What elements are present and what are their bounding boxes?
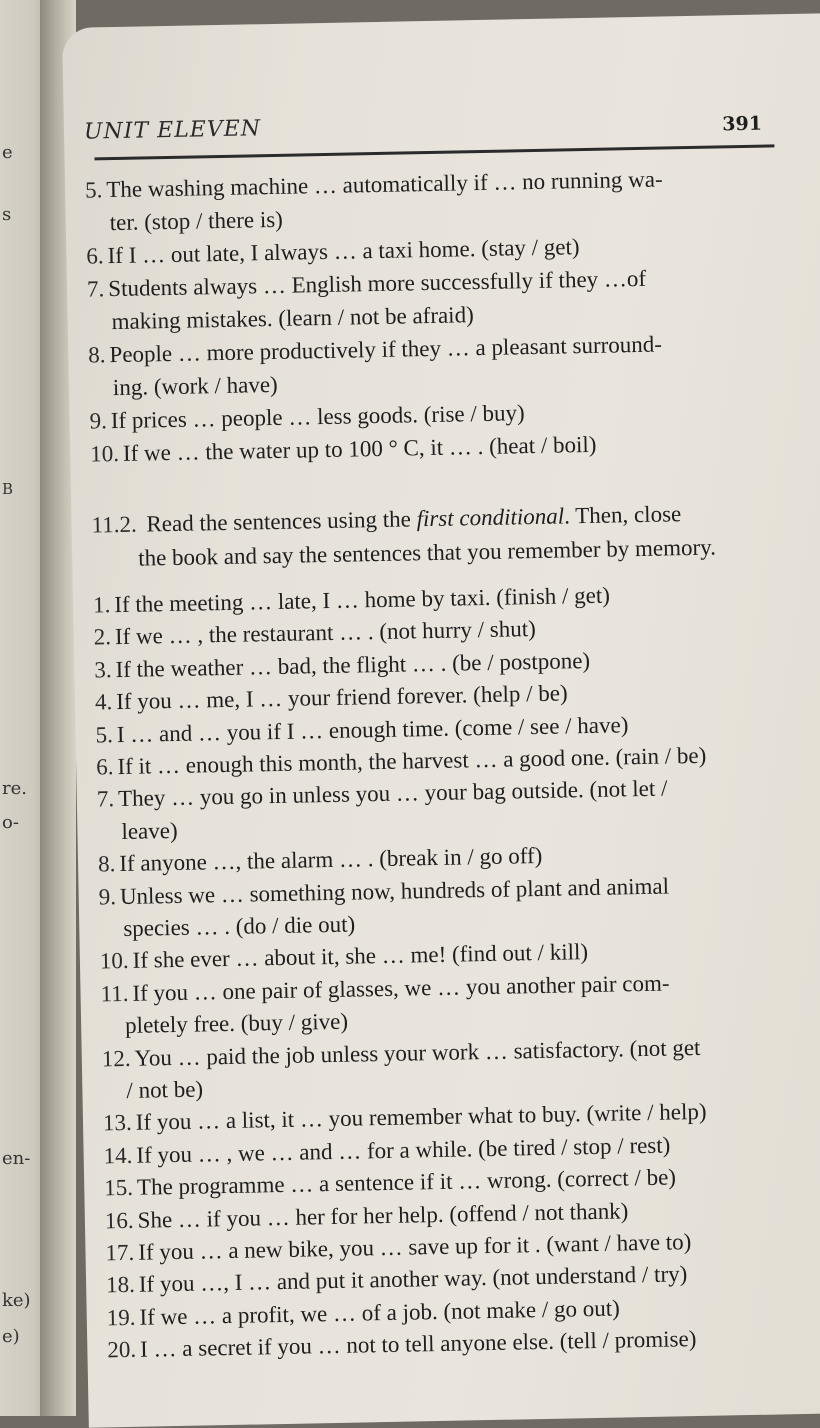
exercise-line — [96, 743, 707, 781]
item-text: Unless we … something now, hundreds of plant and animal — [119, 873, 670, 909]
exercise-line — [103, 1132, 670, 1169]
item-text: People … more productively if they … a pleasant surround- — [109, 331, 663, 368]
exercise-line — [97, 818, 178, 846]
exercise-line — [86, 207, 284, 237]
exercise-line — [95, 681, 568, 716]
exercise-line — [99, 912, 355, 943]
exercise-line — [105, 1198, 629, 1234]
item-text: / not be) — [126, 1076, 204, 1103]
exercise-line — [98, 873, 669, 910]
item-text: ter. (stop / there is) — [109, 206, 284, 236]
exercise-line — [102, 1035, 701, 1072]
item-text: If anyone …, the alarm … . (break in / go off) — [119, 843, 543, 877]
item-text: If we … a profit, we … of a job. (not make / go out) — [139, 1295, 620, 1330]
item-number: 2. — [93, 624, 112, 650]
exercise-heading — [91, 501, 681, 538]
item-number: 7. — [96, 786, 115, 812]
item-number: 5. — [84, 177, 103, 203]
exercise-line — [93, 616, 536, 650]
page-number: 391 — [722, 112, 763, 136]
item-text: species … . (do / die out) — [123, 911, 356, 941]
margin-fragment: s — [2, 204, 12, 225]
exercise-intro-part1: Read the sentences using the — [146, 506, 417, 537]
item-number: 15. — [104, 1175, 134, 1201]
item-text: If you … a list, it … you remember what to buy. (write / help) — [135, 1099, 707, 1136]
exercise-line — [89, 372, 278, 402]
item-number: 11. — [100, 980, 129, 1007]
item-number: 12. — [101, 1045, 131, 1072]
exercise-intro-line2: the book and say the sentences that you remember by memory. — [137, 534, 717, 571]
item-text: If the weather … bad, the flight … . (be / postpone) — [115, 647, 591, 682]
exercise-line — [87, 266, 647, 303]
exercise-line — [89, 400, 525, 434]
exercise-line — [107, 1326, 696, 1363]
margin-fragment: e — [2, 142, 13, 163]
exercise-line — [100, 939, 589, 974]
item-number: 3. — [94, 656, 112, 683]
exercise-line — [100, 970, 669, 1007]
item-text: If she ever … about it, she … me! (find out / kill) — [132, 939, 589, 974]
item-text: If you … a new bike, you … save up for it . (want / have to) — [138, 1229, 692, 1265]
exercise-line — [103, 1099, 707, 1137]
margin-fragment: o- — [2, 812, 19, 833]
item-text: If we … the water up to 100 ° C, it … . (heat / boil) — [122, 431, 597, 466]
exercise-line — [107, 1295, 620, 1331]
item-text: I … and … you if I … enough time. (come / see / have) — [116, 711, 629, 747]
item-text: If we … , the restaurant … . (not hurry / shut) — [114, 616, 537, 650]
exercise-line — [101, 1009, 348, 1040]
item-number: 1. — [92, 592, 111, 618]
item-number: 13. — [102, 1110, 133, 1136]
item-number: 5. — [95, 721, 114, 748]
item-number: 10. — [99, 948, 129, 974]
exercise-line — [104, 1165, 676, 1202]
item-number: 17. — [105, 1239, 135, 1266]
item-number: 10. — [89, 440, 120, 467]
margin-fragment: ke) — [2, 1290, 31, 1311]
item-number: 20. — [107, 1337, 137, 1363]
item-text: If you … me, I … your friend forever. (help / be) — [115, 680, 568, 715]
item-text: If you … one pair of glasses, we … you another pair com- — [132, 970, 670, 1006]
book-page — [62, 13, 820, 1427]
exercise-line — [86, 234, 580, 269]
item-text: ing. (work / have) — [112, 371, 278, 401]
exercise-line — [97, 776, 668, 813]
exercise-intro-emphasis: first conditional — [416, 503, 565, 532]
exercise-line — [87, 302, 474, 335]
item-number: 14. — [103, 1142, 133, 1169]
exercise-line — [106, 1262, 688, 1299]
item-number: 18. — [105, 1272, 136, 1298]
item-text: If prices … people … less goods. (rise / buy) — [110, 400, 525, 434]
item-text: The programme … a sentence if it … wrong. (correct / be) — [136, 1164, 677, 1200]
item-text: I … a secret if you … not to tell anyone else. (tell / promise) — [139, 1326, 697, 1362]
item-number: 9. — [98, 883, 117, 910]
item-number: 4. — [94, 689, 113, 715]
item-number: 6. — [86, 243, 104, 269]
item-text: making mistakes. (learn / not be afraid) — [111, 302, 474, 335]
exercise-line — [88, 332, 662, 369]
item-text: You … paid the job unless your work … satisfactory. (not get — [134, 1034, 701, 1071]
margin-fragment: e) — [2, 1326, 20, 1347]
item-number: 19. — [106, 1304, 136, 1331]
item-text: If I … out late, I always … a taxi home. (stay / get) — [107, 234, 580, 269]
item-number: 8. — [88, 342, 106, 368]
item-text: If it … enough this month, the harvest … a good one. (rain / be) — [117, 742, 707, 780]
exercise-line — [90, 432, 597, 468]
item-text: pletely free. (buy / give) — [124, 1008, 349, 1039]
margin-fragment: re. — [2, 778, 27, 799]
margin-fragment: en- — [2, 1148, 31, 1169]
exercise-intro-part2: . Then, close — [563, 501, 682, 529]
item-number: 16. — [104, 1207, 134, 1233]
item-text: If you … , we … and … for a while. (be tired / stop / rest) — [136, 1132, 671, 1168]
page-header — [84, 106, 775, 159]
item-text: If you …, I … and put it another way. (not understand / try) — [138, 1261, 688, 1298]
exercise-line — [105, 1229, 691, 1266]
exercise-line — [102, 1076, 203, 1104]
item-text: She … if you … her for her help. (offend / not thank) — [137, 1197, 629, 1233]
unit-title: UNIT ELEVEN — [83, 116, 262, 145]
exercise-line — [94, 648, 590, 684]
item-number: 7. — [86, 276, 105, 302]
header-rule — [94, 144, 774, 160]
item-text: They … you go in unless you … your bag outside. (not let / — [117, 775, 668, 812]
item-text: leave) — [121, 817, 178, 844]
item-number: 9. — [89, 408, 108, 434]
exercise-number: 11.2. — [91, 511, 137, 538]
exercise-line — [93, 583, 610, 619]
item-text: The washing machine … automatically if … no running wa- — [106, 166, 663, 203]
item-text: Students always … English more successfully if they …of — [108, 265, 647, 302]
exercise-line — [95, 712, 628, 748]
exercise-line — [98, 843, 543, 878]
item-text: If the meeting … late, I … home by taxi. (finish / get) — [114, 582, 611, 618]
item-number: 8. — [97, 851, 116, 877]
exercise-line — [85, 167, 663, 204]
item-number: 6. — [95, 754, 114, 780]
margin-fragment: B — [2, 480, 14, 498]
